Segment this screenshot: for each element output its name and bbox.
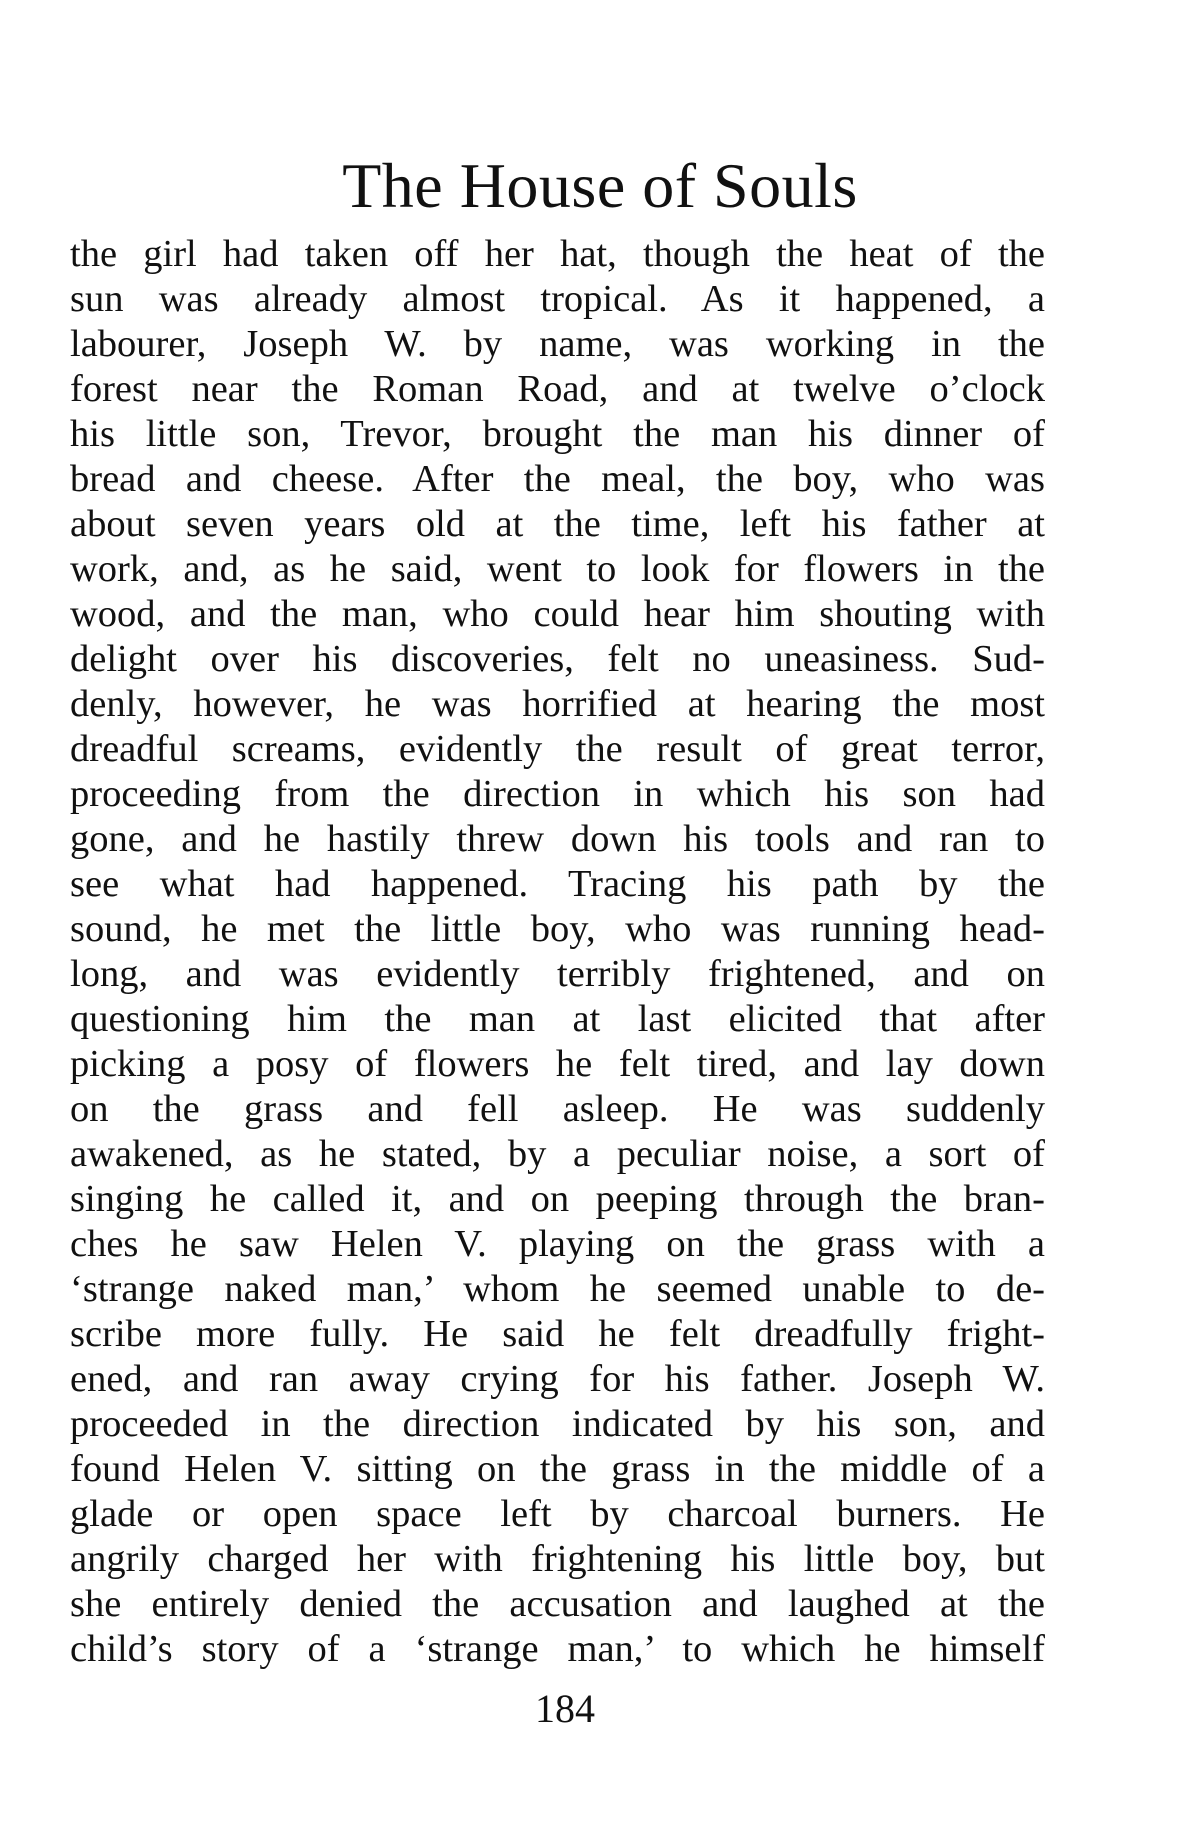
text-line: long, and was evidently terribly frightened, and on bbox=[70, 953, 1045, 995]
text-line: on the grass and fell asleep. He was suddenly bbox=[70, 1088, 1045, 1130]
text-line: denly, however, he was horrified at hearing the most bbox=[70, 683, 1045, 725]
text-line: sound, he met the little boy, who was running head- bbox=[70, 908, 1045, 950]
text-line: bread and cheese. After the meal, the boy, who was bbox=[70, 458, 1045, 500]
text-line: wood, and the man, who could hear him shouting with bbox=[70, 593, 1045, 635]
text-line: the girl had taken off her hat, though the heat of the bbox=[70, 233, 1045, 275]
text-line: scribe more fully. He said he felt dreadfully fright- bbox=[70, 1313, 1045, 1355]
text-line: singing he called it, and on peeping through the bran- bbox=[70, 1178, 1045, 1220]
text-line: picking a posy of flowers he felt tired, and lay down bbox=[70, 1043, 1045, 1085]
text-line: see what had happened. Tracing his path by the bbox=[70, 863, 1045, 905]
text-line: his little son, Trevor, brought the man his dinner of bbox=[70, 413, 1045, 455]
text-line: ches he saw Helen V. playing on the grass with a bbox=[70, 1223, 1045, 1265]
text-line: child’s story of a ‘strange man,’ to which he himself bbox=[70, 1628, 1045, 1670]
text-line: work, and, as he said, went to look for flowers in the bbox=[70, 548, 1045, 590]
text-line: sun was already almost tropical. As it happened, a bbox=[70, 278, 1045, 320]
text-line: about seven years old at the time, left his father at bbox=[70, 503, 1045, 545]
text-line: dreadful screams, evidently the result of great terror, bbox=[70, 728, 1045, 770]
page-number: 184 bbox=[535, 1686, 595, 1731]
text-line: glade or open space left by charcoal burners. He bbox=[70, 1493, 1045, 1535]
text-line: delight over his discoveries, felt no uneasiness. Sud- bbox=[70, 638, 1045, 680]
text-line: ened, and ran away crying for his father. Joseph W. bbox=[70, 1358, 1045, 1400]
text-line: awakened, as he stated, by a peculiar noise, a sort of bbox=[70, 1133, 1045, 1175]
text-line: questioning him the man at last elicited that after bbox=[70, 998, 1045, 1040]
text-line: proceeding from the direction in which his son had bbox=[70, 773, 1045, 815]
text-line: ‘strange naked man,’ whom he seemed unable to de- bbox=[70, 1268, 1045, 1310]
body-text bbox=[70, 232, 1045, 1672]
text-line: gone, and he hastily threw down his tools and ran to bbox=[70, 818, 1045, 860]
text-line: she entirely denied the accusation and laughed at the bbox=[70, 1583, 1045, 1625]
text-line: found Helen V. sitting on the grass in the middle of a bbox=[70, 1448, 1045, 1490]
running-head: The House of Souls bbox=[342, 150, 858, 221]
text-line: forest near the Roman Road, and at twelve o’clock bbox=[70, 368, 1045, 410]
text-line: angrily charged her with frightening his little boy, but bbox=[70, 1538, 1045, 1580]
text-line: labourer, Joseph W. by name, was working in the bbox=[70, 323, 1045, 365]
text-line: proceeded in the direction indicated by his son, and bbox=[70, 1403, 1045, 1445]
